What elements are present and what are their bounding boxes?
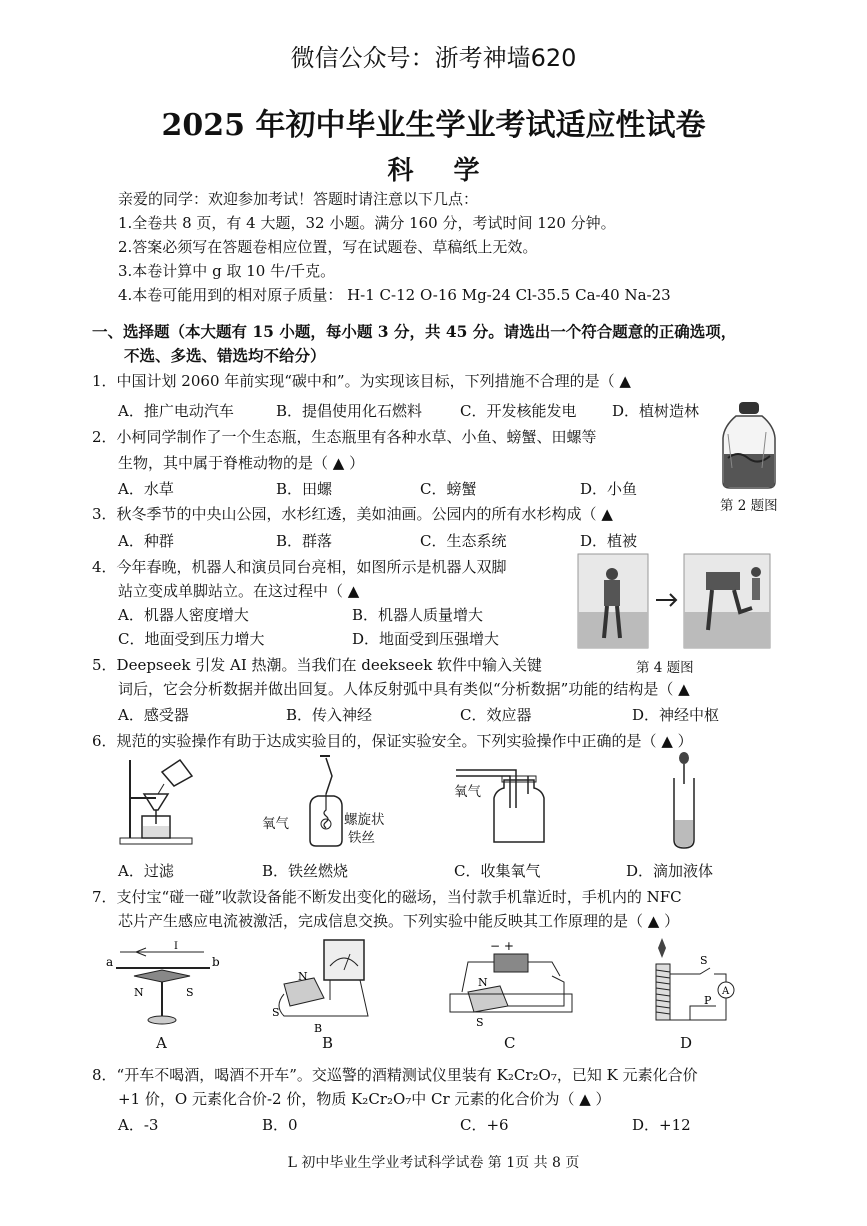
q6-option-a: A．过滤 xyxy=(118,862,174,880)
q7-label-a: A xyxy=(156,1034,167,1052)
svg-text:S: S xyxy=(700,954,708,967)
svg-text:b: b xyxy=(212,955,220,969)
q8-option-c: C．+6 xyxy=(460,1116,509,1134)
q3-option-c: C．生态系统 xyxy=(420,532,507,550)
q7-generator-ammeter-figure xyxy=(264,936,394,1034)
q7-electromagnet-circuit-figure xyxy=(650,934,740,1034)
q7-label-c: C xyxy=(504,1034,516,1052)
q3-option-b: B．群落 xyxy=(276,532,333,550)
q6-option-b: B．铁丝燃烧 xyxy=(262,862,349,880)
q6-option-d: D．滴加液体 xyxy=(626,862,714,880)
svg-text:S: S xyxy=(476,1016,484,1029)
q2-option-c: C．螃蟹 xyxy=(420,480,477,498)
q7-oersted-figure xyxy=(106,940,226,1030)
q5-option-d: D．神经中枢 xyxy=(632,706,720,724)
svg-text:a: a xyxy=(106,955,114,969)
q8-stem-line2: +1 价，O 元素化合价-2 价，物质 K₂Cr₂O₇中 Cr 元素的化合价为（ ▲ ） xyxy=(118,1090,611,1108)
page-footer: L 初中毕业生学业考试科学试卷 第 1页 共 8 页 xyxy=(287,1155,580,1171)
svg-text:− +: − + xyxy=(490,939,514,953)
q7-motor-battery-figure xyxy=(448,936,578,1032)
q6-b-gas-label: 氧气 xyxy=(262,816,289,832)
q4-stem-line2: 站立变成单脚站立。在这过程中（ ▲ xyxy=(118,582,360,600)
q5-option-c: C．效应器 xyxy=(460,706,532,724)
q6-stem: 6．规范的实验操作有助于达成实验目的，保证实验安全。下列实验操作中正确的是（ ▲ ） xyxy=(92,732,693,750)
q8-stem-line1: 8．“开车不喝酒，喝酒不开车”。交巡警的酒精测试仪里装有 K₂Cr₂O₇，已知 K 元素化合价 xyxy=(92,1066,698,1084)
q6-b-wire-label-2: 铁丝 xyxy=(348,830,375,846)
svg-text:P: P xyxy=(704,994,712,1007)
q4-robot-photos-figure xyxy=(576,552,772,652)
q5-stem-line2: 词后，它会分析数据并做出回复。人体反射弧中具有类似“分析数据”功能的结构是（ ▲ xyxy=(118,680,690,698)
q2-figure-caption: 第 2 题图 xyxy=(720,498,778,514)
q2-stem-line1: 2．小柯同学制作了一个生态瓶，生态瓶里有各种水草、小鱼、螃蟹、田螺等 xyxy=(92,428,597,446)
q5-option-a: A．感受器 xyxy=(118,706,189,724)
q6-c-gas-label: 氧气 xyxy=(454,784,481,800)
svg-text:N: N xyxy=(298,970,308,983)
subject-title: 科学 xyxy=(387,156,520,186)
q4-option-b: B．机器人质量增大 xyxy=(352,606,484,624)
svg-text:B: B xyxy=(314,1022,323,1035)
notes-item-3: 3.本卷计算中 g 取 10 牛/千克。 xyxy=(118,262,336,280)
notes-intro: 亲爱的同学：欢迎参加考试！答题时请注意以下几点： xyxy=(118,190,479,208)
q1-option-b: B．提倡使用化石燃料 xyxy=(276,402,423,420)
svg-text:A: A xyxy=(722,986,730,997)
svg-text:I: I xyxy=(174,941,178,952)
q8-option-d: D．+12 xyxy=(632,1116,691,1134)
q2-stem-line2: 生物，其中属于脊椎动物的是（ ▲ ） xyxy=(118,454,365,472)
svg-text:N: N xyxy=(134,986,144,999)
q3-stem: 3．秋冬季节的中央山公园，水杉红透，美如油画。公园内的所有水杉构成（ ▲ xyxy=(92,505,613,523)
q2-eco-bottle-figure xyxy=(718,398,780,490)
q1-stem: 1．中国计划 2060 年前实现“碳中和”。为实现该目标，下列措施不合理的是（ ▲ xyxy=(92,372,631,390)
q6-option-c: C．收集氧气 xyxy=(454,862,541,880)
q5-option-b: B．传入神经 xyxy=(286,706,373,724)
section-1-rules: 不选、多选、错选均不给分） xyxy=(124,346,326,365)
q2-option-d: D．小鱼 xyxy=(580,480,638,498)
q7-stem-line2: 芯片产生感应电流被激活，完成信息交换。下列实验中能反映其工作原理的是（ ▲ ） xyxy=(118,912,680,930)
svg-text:S: S xyxy=(272,1006,280,1019)
q6-dropping-liquid-figure xyxy=(664,750,704,850)
q1-option-c: C．开发核能发电 xyxy=(460,402,577,420)
q4-stem-line1: 4．今年春晚，机器人和演员同台亮相，如图所示是机器人双脚 xyxy=(92,558,507,576)
watermark-text: 微信公众号：浙考神墙620 xyxy=(290,44,577,72)
q6-b-wire-label-1: 螺旋状 xyxy=(344,812,385,828)
exam-title: 2025 年初中毕业生学业考试适应性试卷 xyxy=(161,108,706,143)
q7-label-b: B xyxy=(322,1034,334,1052)
q2-option-b: B．田螺 xyxy=(276,480,333,498)
q1-option-a: A．推广电动汽车 xyxy=(118,402,234,420)
q3-option-d: D．植被 xyxy=(580,532,638,550)
q3-option-a: A．种群 xyxy=(118,532,174,550)
svg-text:S: S xyxy=(186,986,194,999)
q4-figure-caption: 第 4 题图 xyxy=(636,660,694,676)
q4-option-a: A．机器人密度增大 xyxy=(118,606,249,624)
notes-item-4: 4.本卷可能用到的相对原子质量： H-1 C-12 O-16 Mg-24 Cl-35.5 Ca-40 Na-23 xyxy=(118,286,671,304)
section-1-heading: 一、选择题（本大题有 15 小题，每小题 3 分，共 45 分。请选出一个符合题意的正确选项， xyxy=(92,322,737,341)
notes-item-2: 2.答案必须写在答题卷相应位置，写在试题卷、草稿纸上无效。 xyxy=(118,238,538,256)
notes-item-1: 1.全卷共 8 页，有 4 大题，32 小题。满分 160 分，考试时间 120 分钟。 xyxy=(118,214,616,232)
q8-option-b: B．0 xyxy=(262,1116,298,1134)
q4-option-d: D．地面受到压强增大 xyxy=(352,630,500,648)
q7-stem-line1: 7．支付宝“碰一碰”收款设备能不断发出变化的磁场，当付款手机靠近时，手机内的 NFC xyxy=(92,888,682,906)
q6-collect-oxygen-figure xyxy=(452,754,552,848)
q4-option-c: C．地面受到压力增大 xyxy=(118,630,265,648)
q1-option-d: D．植树造林 xyxy=(612,402,700,420)
q6-filtration-figure xyxy=(118,754,198,846)
q7-label-d: D xyxy=(680,1034,693,1052)
q2-option-a: A．水草 xyxy=(118,480,174,498)
q8-option-a: A．-3 xyxy=(118,1116,159,1134)
q5-stem-line1: 5．Deepseek 引发 AI 热潮。当我们在 deekseek 软件中输入关键 xyxy=(92,656,543,674)
svg-text:N: N xyxy=(478,976,488,989)
